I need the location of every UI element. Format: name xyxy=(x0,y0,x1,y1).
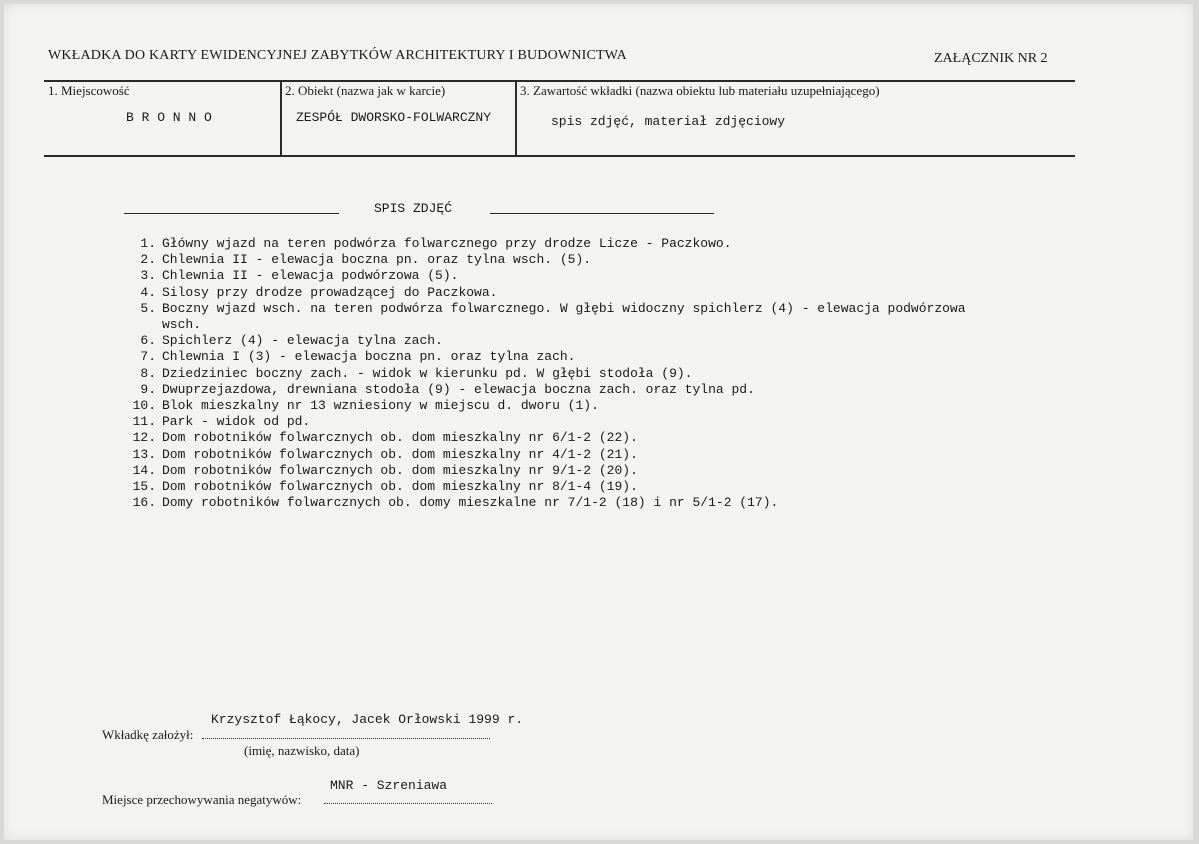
negatives-value: MNR - Szreniawa xyxy=(330,778,448,793)
title-rule-right xyxy=(490,213,714,214)
document-sheet xyxy=(4,4,1193,840)
list-item xyxy=(124,398,992,414)
list-item-number: 14. xyxy=(132,462,156,478)
list-item-number: 13. xyxy=(132,446,156,462)
list-item-number: 11. xyxy=(132,414,156,430)
list-title: SPIS ZDJĘĆ xyxy=(374,201,453,216)
locality-label: 1. Miejscowość xyxy=(48,83,130,98)
object-value: ZESPÓŁ DWORSKO-FOLWARCZNY xyxy=(296,110,492,125)
annex-number: ZAŁĄCZNIK NR 2 xyxy=(934,51,1048,66)
negatives-label: Miejsce przechowywania negatywów: xyxy=(102,792,302,807)
list-item-number: 12. xyxy=(132,430,156,446)
table-top-border xyxy=(44,80,1075,82)
list-item-text: Silosy przy drodze prowadzącej do Paczkowa. xyxy=(162,284,498,300)
list-item-text: Chlewnia I (3) - elewacja boczna pn. oraz tylna zach. xyxy=(162,349,576,365)
list-item-text: Chlewnia II - elewacja podwórzowa (5). xyxy=(162,268,459,284)
created-by-dotted-line xyxy=(202,738,490,739)
list-item xyxy=(124,236,992,252)
list-item-text: Dom robotników folwarcznych ob. dom mieszkalny nr 9/1-2 (20). xyxy=(162,462,638,478)
list-item-text: Chlewnia II - elewacja boczna pn. oraz tylna wsch. (5). xyxy=(162,252,592,268)
list-item xyxy=(124,268,992,284)
list-item-text: Spichlerz (4) - elewacja tylna zach. xyxy=(162,333,443,349)
list-item xyxy=(124,430,992,446)
created-by-label: Wkładkę założył: xyxy=(102,727,194,742)
list-item-text: Główny wjazd na teren podwórza folwarcznego przy drodze Licze - Paczkowo. xyxy=(162,236,732,251)
list-item-text: Blok mieszkalny nr 13 wzniesiony w miejscu d. dworu (1). xyxy=(162,398,599,414)
list-item-number: 9. xyxy=(140,381,156,397)
list-item xyxy=(124,252,992,268)
list-item-number: 16. xyxy=(132,495,156,511)
created-by-value: Krzysztof Łąkocy, Jacek Orłowski 1999 r. xyxy=(211,712,524,727)
list-item xyxy=(124,479,992,495)
list-item-text: Dom robotników folwarcznych ob. dom mieszkalny nr 8/1-4 (19). xyxy=(162,479,638,495)
table-bottom-border xyxy=(44,155,1075,157)
list-item-number: 10. xyxy=(132,398,156,414)
list-item xyxy=(124,382,992,398)
list-item xyxy=(124,333,992,349)
list-item-text: Domy robotników folwarcznych ob. domy mieszkalne nr 7/1-2 (18) i nr 5/1-2 (17). xyxy=(162,495,779,511)
list-item-text: Dom robotników folwarcznych ob. dom mieszkalny nr 4/1-2 (21). xyxy=(162,446,638,462)
list-item xyxy=(124,301,992,333)
list-item-number: 2. xyxy=(140,252,156,268)
photo-list xyxy=(124,236,992,511)
list-item-number: 1. xyxy=(140,236,156,251)
list-item xyxy=(124,285,992,301)
list-item-number: 5. xyxy=(140,300,156,316)
list-item-text: Dom robotników folwarcznych ob. dom mieszkalny nr 6/1-2 (22). xyxy=(162,430,638,446)
contents-label: 3. Zawartość wkładki (nazwa obiektu lub materiału uzupełniającego) xyxy=(520,83,880,98)
list-item xyxy=(124,447,992,463)
list-item-number: 8. xyxy=(140,365,156,381)
list-item-number: 7. xyxy=(140,349,156,365)
list-item xyxy=(124,495,992,511)
table-divider-2 xyxy=(515,80,517,156)
document-title: WKŁADKA DO KARTY EWIDENCYJNEJ ZABYTKÓW ARCHITEKTURY I BUDOWNICTWA xyxy=(48,48,627,63)
list-item-text: Boczny wjazd wsch. na teren podwórza folwarcznego. W głębi widoczny spichlerz (4) - elewacja podwórzowa wsch. xyxy=(162,300,966,333)
list-item xyxy=(124,414,992,430)
list-item-text: Dziedziniec boczny zach. - widok w kierunku pd. W głębi stodoła (9). xyxy=(162,365,693,381)
contents-value: spis zdjęć, materiał zdjęciowy xyxy=(551,114,786,129)
negatives-dotted-line xyxy=(324,803,492,804)
object-label: 2. Obiekt (nazwa jak w karcie) xyxy=(285,83,446,98)
list-item-number: 4. xyxy=(140,284,156,300)
list-item xyxy=(124,349,992,365)
list-item xyxy=(124,366,992,382)
created-by-hint: (imię, nazwisko, data) xyxy=(244,743,360,758)
list-item-text: Park - widok od pd. xyxy=(162,414,311,430)
list-item-number: 15. xyxy=(132,479,156,495)
table-divider-1 xyxy=(280,80,282,156)
title-rule-left xyxy=(124,213,339,214)
locality-value: B R O N N O xyxy=(126,110,212,125)
list-item-number: 3. xyxy=(140,268,156,284)
list-item-text: Dwuprzejazdowa, drewniana stodoła (9) - elewacja boczna zach. oraz tylna pd. xyxy=(162,381,755,397)
list-item-number: 6. xyxy=(140,333,156,349)
list-item xyxy=(124,463,992,479)
